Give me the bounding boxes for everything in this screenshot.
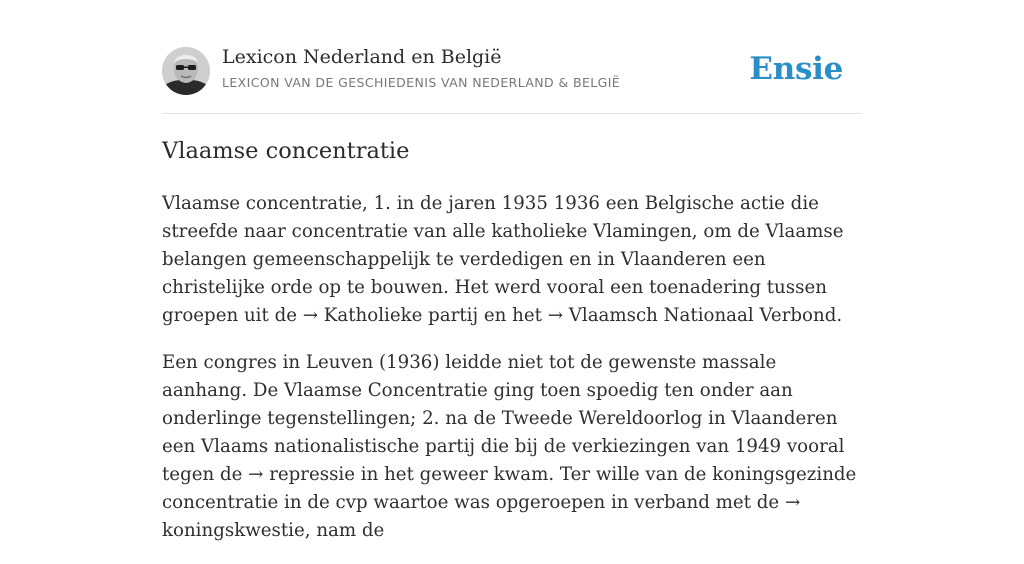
paragraph-text: . (836, 305, 843, 326)
link-koningskwestie[interactable]: → koningskwestie (162, 492, 801, 541)
paragraph-text: in het geweer kwam. Ter wille van de koningsgezinde concentratie in de cvp waartoe was opgeroepen in verband met de (162, 464, 857, 513)
entry-body (162, 190, 862, 564)
paragraph-text: , nam de (304, 520, 385, 541)
source-subtitle: LEXICON VAN DE GESCHIEDENIS VAN NEDERLAND & BELGIË (222, 75, 621, 90)
entry-paragraph-1 (162, 190, 862, 330)
link-katholieke-partij[interactable]: → Katholieke partij (302, 305, 479, 326)
page-container (162, 0, 862, 541)
source-title[interactable]: Lexicon Nederland en België (222, 46, 502, 68)
paragraph-text: Vlaamse concentratie, 1. in de jaren 1935 1936 een Belgische actie die streefde naar concentratie van alle katholieke Vlamingen, om de Vlaamse belangen gemeenschappelijk te verdedigen en in Vlaanderen een christelijke orde op te bouwen. Het werd vooral een toenadering tussen groepen uit de (162, 193, 844, 326)
paragraph-text: Een congres in Leuven (1936) leidde niet tot de gewenste massale aanhang. De Vlaamse Concentratie ging toen spoedig ten onder aan onderlinge tegenstellingen; 2. na de Tweede Wereldoorlog in Vlaanderen een Vlaams nationalistische partij die bij de verkiezingen van 1949 vooral tegen de (162, 352, 845, 485)
link-repressie[interactable]: → repressie (248, 464, 355, 485)
paragraph-text: en het (478, 305, 548, 326)
source-header (162, 0, 862, 114)
entry-paragraph-2 (162, 349, 862, 545)
person-avatar-icon (162, 47, 210, 95)
link-vlaamsch-nationaal-verbond[interactable]: → Vlaamsch Nationaal Verbond (547, 305, 837, 326)
entry-title: Vlaamse concentratie (162, 138, 410, 164)
avatar[interactable] (162, 47, 210, 95)
ensie-logo-link[interactable]: Ensie (749, 51, 843, 87)
